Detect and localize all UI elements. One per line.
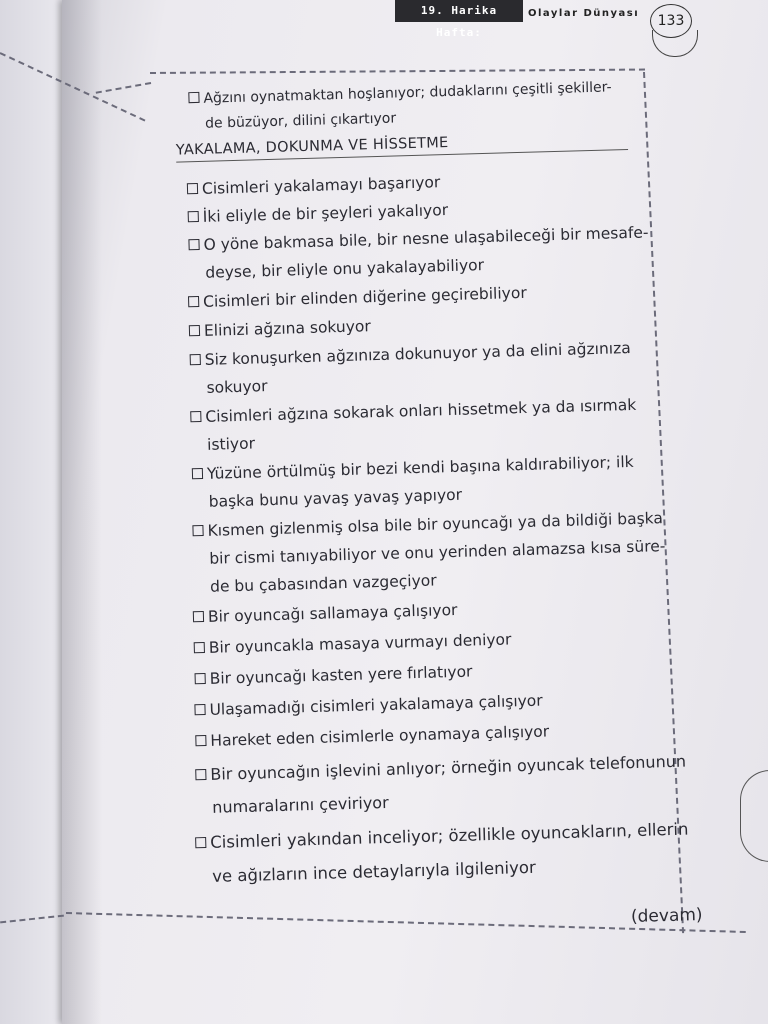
checklist-item: Cisimleri bir elinden diğerine geçirebiliyor [188,279,527,316]
checklist-item: Siz konuşurken ağzınıza dokunuyor ya da elini ağzınıza sokuyor [189,334,631,402]
checkbox-icon [195,673,206,684]
decorative-drawing [740,770,768,862]
header-badge: 19. Harika Hafta: [395,0,523,22]
checklist-item: Elinizi ağzına sokuyor [189,312,372,345]
checkbox-icon [192,468,203,479]
continue-label: (devam) [630,905,703,927]
checkbox-icon [188,211,199,222]
checkbox-icon [190,354,201,365]
checkbox-icon [188,296,199,307]
checkbox-icon [195,769,206,780]
checkbox-icon [190,411,201,422]
checklist-item: Ulaşamadığı cisimleri yakalamaya çalışıyor [194,687,543,725]
checkbox-icon [193,611,204,622]
checkbox-icon [192,525,203,536]
checklist-item: Kısmen gizlenmiş olsa bile bir oyuncağı ya da bildiği başka bir cismi tanıyabiliyor ve onu yerinden alamazsa kısa süre- de bu çabasından vazgeçiyor [192,504,666,601]
checklist-item: Cisimleri yakından inceliyor; özellikle oyuncakların, ellerin ve ağızların ince detaylarıyla ilgileniyor [195,814,690,896]
checkbox-icon [188,239,199,250]
checklist-item: Hareket eden cisimlerle oynamaya çalışıyor [195,717,550,755]
checklist-item: İki eliyle de bir şeyleri yakalıyor [187,196,448,231]
checkbox-icon [187,183,198,194]
checklist-item: O yöne bakmasa bile, bir nesne ulaşabileceği bir mesafe- deyse, bir eliyle onu yakalayabiliyor [188,218,649,287]
checkbox-icon [195,735,206,746]
checklist-item: Yüzüne örtülmüş bir bezi kendi başına kaldırabiliyor; ilk başka bunu yavaş yavaş yapıyor [192,448,635,516]
checklist-item: Cisimleri ağzına sokarak onları hissetmek ya da ısırmak istiyor [190,391,637,459]
checklist-item: Ağzını oynatmaktan hoşlanıyor; dudaklarını çeşitli şekiller- de büzüyor, dilini çıkartıyor [188,73,612,135]
page-number: 133 [650,4,692,38]
header-title: Olaylar Dünyası [528,8,640,19]
checklist-item: Bir oyuncağı kasten yere fırlatıyor [194,658,473,694]
checkbox-icon [195,837,206,848]
checklist-item: Cisimleri yakalamayı başarıyor [187,168,441,203]
checklist-item: Bir oyuncakla masaya vurmayı deniyor [193,625,511,662]
checklist-item: Bir oyuncağı sallamaya çalışıyor [193,596,458,631]
checkbox-icon [189,325,200,336]
checkbox-icon [194,642,205,653]
checkbox-icon [188,92,199,103]
checklist-item: Bir oyuncağın işlevini anlıyor; örneğin oyuncak telefonunun numaralarını çeviriyor [195,746,687,826]
spine-shadow [62,0,102,1024]
checkbox-icon [194,704,205,715]
section-title: YAKALAMA, DOKUNMA VE HİSSETME [175,134,449,159]
